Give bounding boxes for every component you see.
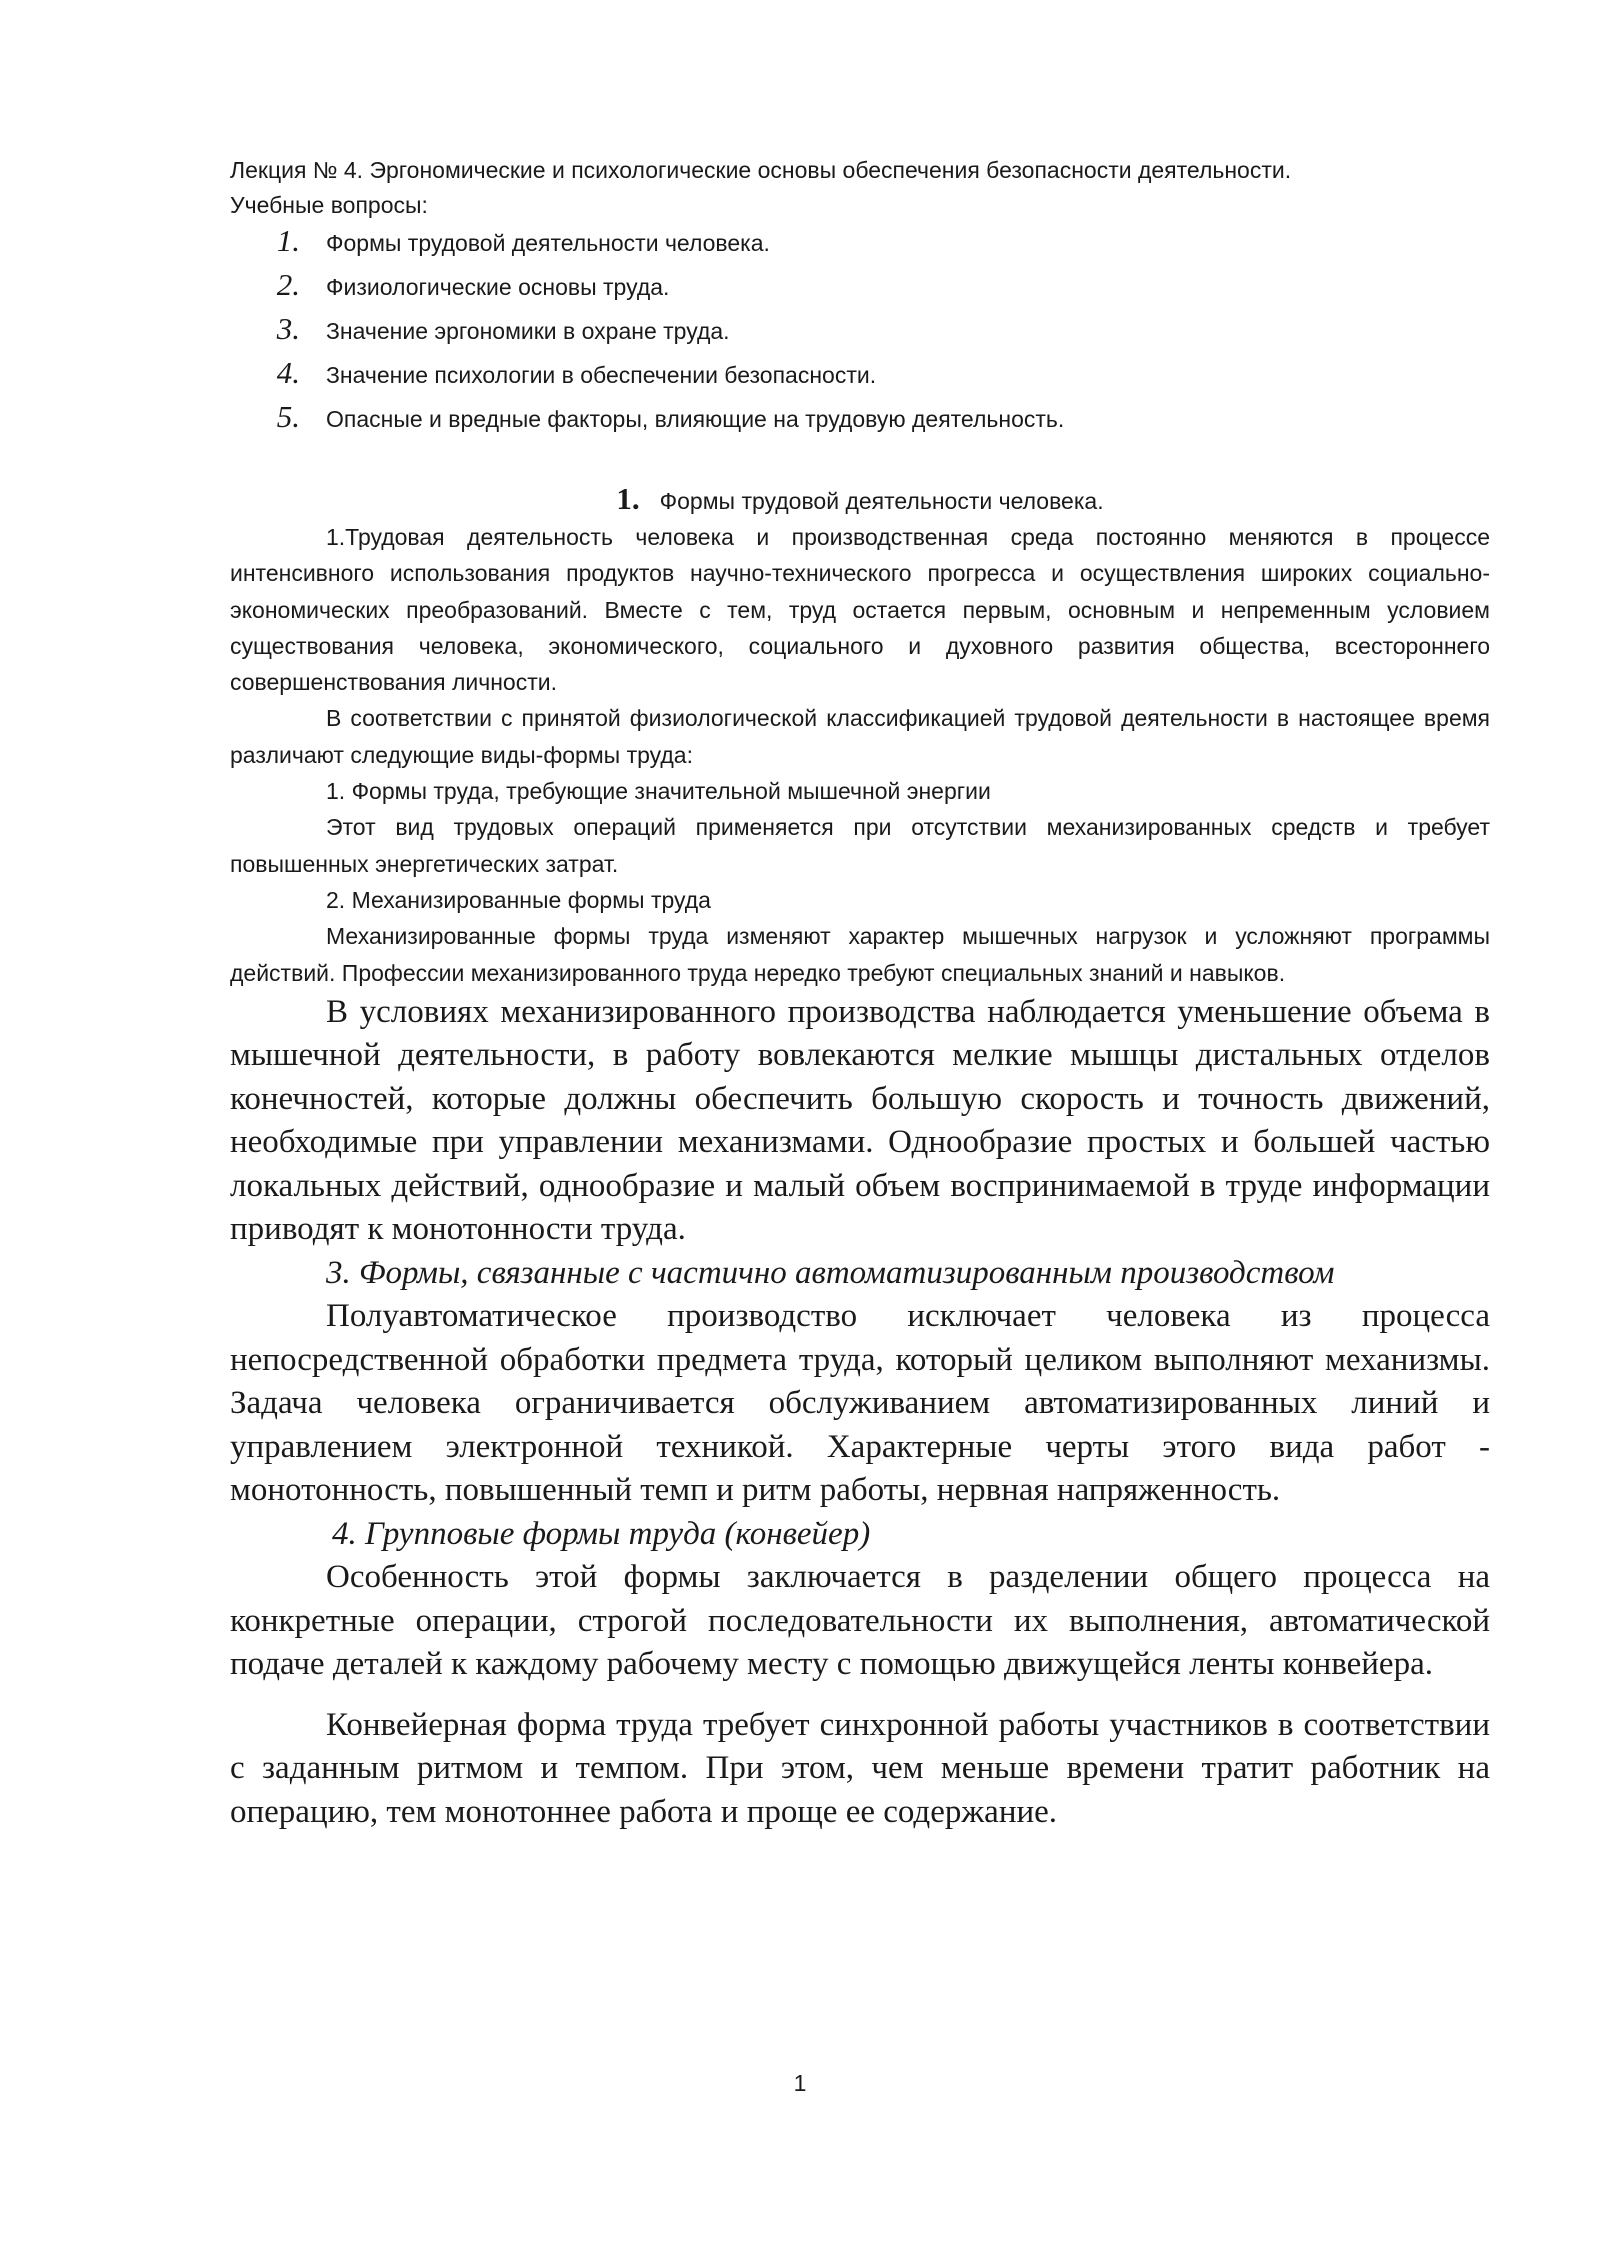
paragraph-intro: 1.Трудовая деятельность человека и производственная среда постоянно меняются в процессе интенсивного использования продуктов научно-технического прогресса и осуществления широких социально-экономических преобразований. Вместе с тем, труд остается первым, основным и непременным условием существования человека, экономического, социального и духовного развития общества, всестороннего совершенствования личности. (230, 524, 1490, 696)
form3-heading: 3. Формы, связанные с частично автоматизированным производством (326, 1254, 1335, 1291)
list-item (230, 267, 1490, 311)
list-text: Формы трудовой деятельности человека. (326, 230, 770, 256)
form4-heading: 4. Групповые формы труда (конвейер) (332, 1515, 871, 1552)
form2-heading: 2. Механизированные формы труда (326, 886, 711, 913)
list-number: 1. (276, 223, 300, 258)
list-text: Значение психологии в обеспечении безопасности. (326, 362, 877, 388)
section-heading (230, 479, 1490, 519)
section-number: 1. (616, 481, 640, 516)
form2-text-continued: В условиях механизированного производства наблюдается уменьшение объема в мышечной деятельности, в работу вовлекаются мелкие мышцы дистальных отделов конечностей, которые должны обеспечить большую скорость и точность движений, необходимые при управлении механизмами. Однообразие простых и большей частью локальных действий, однообразие и малый объем воспринимаемой в труде информации приводят к монотонности труда. (230, 993, 1490, 1248)
lecture-title: Лекция № 4. Эргономические и психологические основы обеспечения безопасности деятельности. (230, 157, 1292, 183)
list-item (230, 355, 1490, 399)
list-number: 5. (276, 399, 300, 434)
paragraph-classification: В соответствии с принятой физиологической классификацией трудовой деятельности в настоящее время различают следующие виды-формы труда: (230, 705, 1490, 768)
page-number: 1 (793, 2070, 807, 2096)
list-item (230, 399, 1490, 443)
questions-list (230, 223, 1490, 443)
form1-heading: 1. Формы труда, требующие значительной мышечной энергии (326, 778, 991, 805)
page-body (230, 153, 1490, 1834)
list-item (230, 223, 1490, 267)
list-text: Опасные и вредные факторы, влияющие на трудовую деятельность. (326, 406, 1065, 432)
questions-label: Учебные вопросы: (230, 192, 428, 218)
form4-text-2: Конвейерная форма труда требует синхронной работы участников в соответствии с заданным ритмом и темпом. При этом, чем меньше времени тратит работник на операцию, тем монотоннее работа и проще ее содержание. (230, 1706, 1490, 1830)
form2-text: Механизированные формы труда изменяют характер мышечных нагрузок и усложняют программы действий. Профессии механизированного труда нередко требуют специальных знаний и навыков. (230, 923, 1490, 986)
list-text: Физиологические основы труда. (326, 274, 670, 300)
form4-text: Особенность этой формы заключается в разделении общего процесса на конкретные операции, строгой последовательности их выполнения, автоматической подаче деталей к каждому рабочему месту с помощью движущейся ленты конвейера. (230, 1559, 1490, 1683)
list-item (230, 311, 1490, 355)
list-number: 4. (276, 355, 300, 390)
list-number: 3. (276, 311, 300, 346)
list-number: 2. (276, 267, 300, 302)
form3-text: Полуавтоматическое производство исключает человека из процесса непосредственной обработки предмета труда, который целиком выполняют механизмы. Задача человека ограничивается обслуживанием автоматизированных линий и управлением электронной техникой. Характерные черты этого вида работ - монотонность, повышенный темп и ритм работы, нервная напряженность. (230, 1298, 1490, 1509)
form1-text: Этот вид трудовых операций применяется при отсутствии механизированных средств и требует повышенных энергетических затрат. (230, 814, 1490, 877)
section-title: Формы трудовой деятельности человека. (659, 488, 1104, 514)
list-text: Значение эргономики в охране труда. (326, 318, 730, 344)
